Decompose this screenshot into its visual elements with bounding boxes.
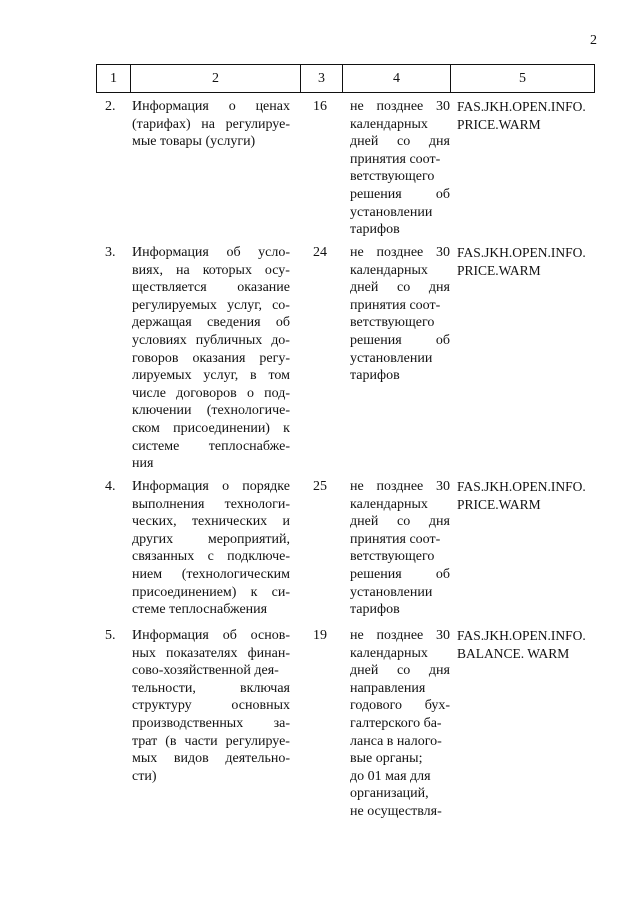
text-line [350,768,450,786]
word: технологи- [224,496,290,512]
word: подключе- [227,549,290,565]
word: об [435,186,450,202]
text-line [132,350,290,368]
word: принятия соот- [350,151,441,167]
word: об [435,566,450,582]
row-number: 3. [105,245,116,260]
text-line [132,478,290,496]
text-line [350,697,450,715]
text-line [132,314,290,332]
word: вые органы; [350,751,423,767]
word: трат [132,733,158,749]
template-code [457,98,607,133]
word: условиях [132,332,187,348]
text-line [350,297,450,315]
word: 30 [436,479,450,494]
row-number: 5. [105,628,116,643]
text-line [350,133,450,151]
word: производственных [132,715,244,731]
word: о [222,479,230,494]
template-code [457,627,607,662]
word: не [350,245,364,260]
word: решения [350,332,402,348]
row-number: 4. [105,479,116,494]
text-line [132,367,290,385]
word: основ- [250,628,290,643]
word: структуру [132,698,192,714]
text-line [132,385,290,403]
text-line [350,496,450,514]
word: тарифов [350,602,400,618]
word: со [397,663,411,679]
template-code-line: PRICE.WARM [457,116,541,132]
text-line [132,98,290,116]
word: тельности, [132,680,196,696]
text-line [350,186,450,204]
text-line [132,279,290,297]
text-line [350,367,450,385]
word: услуг, [203,368,239,384]
word: (технологиче- [206,403,290,419]
template-code-line: PRICE.WARM [457,496,541,512]
word: том [268,368,290,384]
header-cell: 3 [301,65,343,93]
text-line [132,455,290,473]
word: дня [428,280,450,296]
word: календарных [350,116,428,132]
word: сведения [207,315,261,331]
text-line [132,750,290,768]
word: (тарифах) [132,116,191,132]
word: лируемых [132,368,192,384]
text-line [132,627,290,645]
text-line [350,244,450,262]
text-line [132,645,290,663]
word: мые товары (услуги) [132,134,256,150]
word: ществляется [132,280,207,296]
word: под- [264,385,290,401]
word: установлении [350,350,433,366]
word: ветствующего [350,549,435,565]
word: об [275,315,290,331]
word: с [207,549,214,565]
word: присоединении) [173,420,270,436]
word: дней [350,134,379,150]
text-line [350,531,450,549]
word: регулируемых [132,297,217,313]
word: порядке [242,479,290,494]
text-line [132,697,290,715]
text-line [132,548,290,566]
text-line [132,531,290,549]
word: осу- [264,262,290,278]
word: в [250,368,257,384]
word: со [397,280,411,296]
text-line [132,133,290,151]
word: позднее [376,99,424,114]
word: бух- [424,698,450,714]
text-line [350,627,450,645]
information-description [132,244,290,473]
word: деятельно- [225,751,290,767]
word: Информация [132,99,209,114]
word: договоров [176,385,237,401]
word: ском [132,420,160,436]
text-line [350,750,450,768]
word: установлении [350,584,433,600]
word: принятия соот- [350,531,441,547]
word: части [184,733,218,749]
word: стеме теплоснабжения [132,602,268,618]
word: основных [231,698,290,714]
word: дня [428,514,450,530]
word: со [397,134,411,150]
word: календарных [350,645,428,661]
word: о [246,385,254,401]
word: до- [271,332,290,348]
word: мых [132,751,158,767]
word: 30 [436,99,450,114]
word: присоединением) [132,584,237,600]
form-number: 25 [313,479,327,494]
word: финан- [247,645,290,661]
text-line [132,513,290,531]
header-cell: 5 [451,65,595,93]
word: дня [428,663,450,679]
text-line [350,98,450,116]
text-line [350,478,450,496]
word: мероприятий, [207,531,290,547]
word: об [435,332,450,348]
text-line [350,151,450,169]
word: календарных [350,496,428,512]
word: со [397,514,411,530]
text-line [350,680,450,698]
header-cell: 2 [131,65,301,93]
word: оказания [192,350,246,366]
word: об [226,245,241,260]
text-line [350,168,450,186]
word: годового [350,698,403,714]
word: видов [173,751,209,767]
text-line [350,314,450,332]
text-line [350,513,450,531]
word: сти) [132,768,157,784]
text-line [350,584,450,602]
word: говоров [132,350,179,366]
text-line [132,566,290,584]
word: (технологическим [181,566,290,582]
word: до 01 мая для [350,768,431,784]
text-line [132,297,290,315]
text-line [132,402,290,420]
word: других [132,531,174,547]
word: Информация [132,479,209,494]
text-line [350,548,450,566]
word: к [250,584,258,600]
word: направления [350,680,426,696]
word: ценах [255,99,290,114]
word: нием [132,566,163,582]
word: со- [272,297,290,313]
word: дней [350,514,379,530]
word: технических [191,514,268,530]
text-line [350,662,450,680]
disclosure-deadline [350,478,450,619]
word: организаций, [350,786,429,802]
text-line [350,715,450,733]
row-number: 2. [105,99,116,114]
word: не осуществля- [350,803,442,819]
text-line [350,332,450,350]
text-line [350,803,450,821]
text-line [350,785,450,803]
word: 30 [436,245,450,260]
word: регулируе- [225,733,290,749]
word: решения [350,186,402,202]
word: тарифов [350,368,400,384]
disclosure-deadline [350,98,450,239]
form-number: 24 [313,245,327,260]
text-line [132,662,290,680]
word: к [283,420,290,436]
template-code-line: FAS.JKH.OPEN.INFO. [457,245,586,260]
word: дня [428,134,450,150]
word: галтерского ба- [350,715,442,731]
word: держащая [132,315,192,331]
form-number: 16 [313,99,327,114]
word: позднее [376,479,424,494]
word: Информация [132,245,209,260]
text-line [132,332,290,350]
text-line [350,350,450,368]
word: ветствующего [350,169,435,185]
text-line [132,244,290,262]
word: регулируе- [225,116,290,132]
header-cell: 4 [343,65,451,93]
text-line [132,680,290,698]
text-line [132,438,290,456]
template-code [457,244,607,279]
word: си- [271,584,290,600]
text-line [350,279,450,297]
template-code-line: FAS.JKH.OPEN.INFO. [457,628,586,643]
disclosure-deadline [350,244,450,385]
text-line [350,221,450,239]
text-line [132,768,290,786]
word: которых [202,262,252,278]
information-description [132,627,290,785]
text-line [132,262,290,280]
word: оказание [237,280,290,296]
word: сово-хозяйственной дея- [132,663,279,679]
text-line [132,420,290,438]
word: регу- [259,350,290,366]
template-code-line: BALANCE. WARM [457,645,570,661]
word: решения [350,566,402,582]
text-line [350,645,450,663]
word: тарифов [350,222,400,238]
text-line [350,566,450,584]
form-number: 19 [313,628,327,643]
word: теплоснабже- [208,438,290,454]
word: дней [350,280,379,296]
word: системе [132,438,180,454]
word: выполнения [132,496,205,512]
information-description [132,98,290,151]
word: не [350,479,364,494]
information-description [132,478,290,619]
template-code-line: PRICE.WARM [457,262,541,278]
word: об [222,628,237,643]
text-line [132,733,290,751]
text-line [350,733,450,751]
word: установлении [350,204,433,220]
word: принятия соот- [350,297,441,313]
word: о [228,99,236,114]
template-code-line: FAS.JKH.OPEN.INFO. [457,99,586,114]
word: усло- [258,245,290,260]
word: дней [350,663,379,679]
word: показателях [166,645,238,661]
header-cell: 1 [97,65,131,93]
word: не [350,99,364,114]
word: 30 [436,628,450,643]
word: Информация [132,628,209,643]
word: ключении [132,403,192,419]
text-line [132,601,290,619]
word: (в [165,733,177,749]
text-line [132,496,290,514]
template-code-line: FAS.JKH.OPEN.INFO. [457,479,586,494]
text-line [132,116,290,134]
text-line [132,584,290,602]
word: не [350,628,364,643]
disclosure-deadline [350,627,450,821]
word: виях, [132,262,164,278]
word: ветствующего [350,315,435,331]
word: за- [273,715,290,731]
word: связанных [132,549,195,565]
text-line [350,204,450,222]
word: ческих, [132,514,177,530]
word: на [201,116,215,132]
word: публичных [195,332,263,348]
word: ланса в налого- [350,733,442,749]
word: позднее [376,245,424,260]
page-number: 2 [590,33,597,48]
word: на [176,262,190,278]
text-line [132,715,290,733]
word: календарных [350,262,428,278]
word: ния [132,456,154,472]
text-line [350,262,450,280]
word: и [282,514,290,530]
template-code [457,478,607,513]
text-line [350,601,450,619]
word: числе [132,385,166,401]
word: включая [239,680,290,696]
word: услуг, [227,297,262,313]
word: ных [132,645,156,661]
word: позднее [376,628,424,643]
text-line [350,116,450,134]
